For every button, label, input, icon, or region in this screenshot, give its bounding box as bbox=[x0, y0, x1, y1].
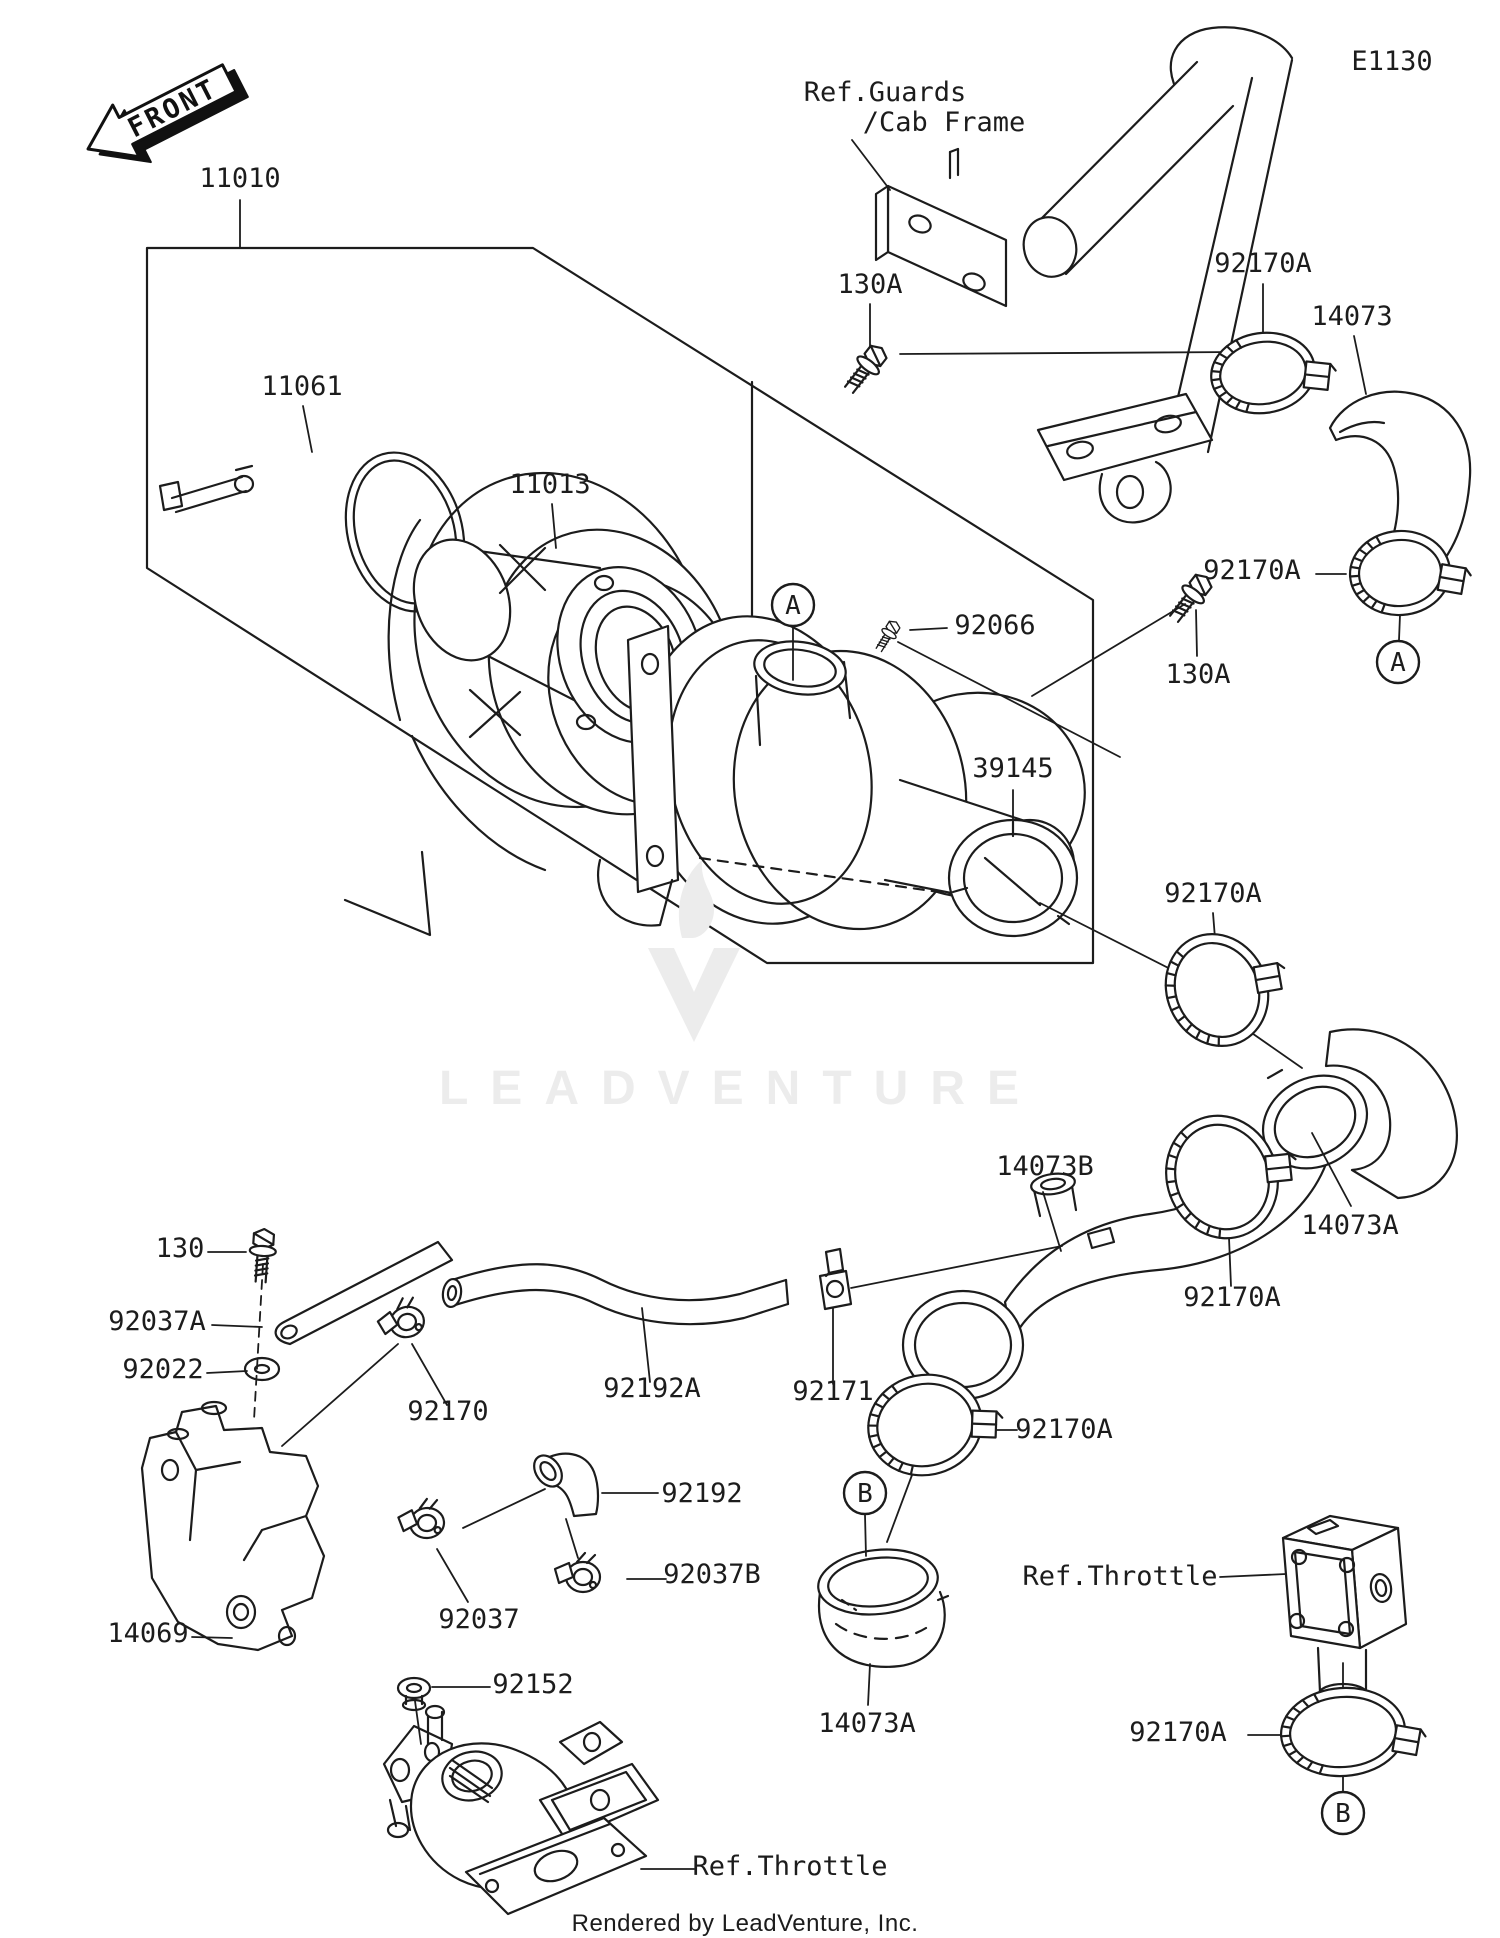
part-label-11013: 11013 bbox=[509, 469, 591, 500]
part-label-92037: 92037 bbox=[438, 1604, 520, 1635]
part-label-92171: 92171 bbox=[792, 1376, 874, 1407]
part-label-14073: 14073 bbox=[1311, 301, 1393, 332]
part-label-11010: 11010 bbox=[199, 163, 281, 194]
breather-hose-92192A-art bbox=[441, 1264, 788, 1324]
detail-marker-B bbox=[844, 1472, 886, 1514]
svg-text:A: A bbox=[1390, 648, 1406, 678]
part-label-130A: 130A bbox=[1165, 659, 1231, 690]
part-label-14069: 14069 bbox=[107, 1618, 189, 1649]
part-label-92170A: 92170A bbox=[1214, 248, 1312, 279]
bolt-art bbox=[248, 1228, 278, 1283]
part-label-92170: 92170 bbox=[407, 1396, 489, 1427]
throttle-body-art bbox=[384, 1706, 658, 1914]
detail-marker-A bbox=[772, 584, 814, 626]
part-label-92066: 92066 bbox=[954, 610, 1036, 641]
detail-marker-B bbox=[1322, 1792, 1364, 1834]
part-label--Cab-Frame: /Cab Frame bbox=[862, 107, 1026, 138]
watermark-text: LEADVENTURE bbox=[438, 1062, 1042, 1115]
wire-clamp-art bbox=[374, 1294, 428, 1343]
part-label-14073A: 14073A bbox=[1301, 1210, 1399, 1241]
elbow-fitting-92192-art bbox=[528, 1450, 598, 1516]
part-label-11061: 11061 bbox=[261, 371, 343, 402]
part-label-92170A: 92170A bbox=[1129, 1717, 1227, 1748]
part-label-92170A: 92170A bbox=[1015, 1414, 1113, 1445]
part-label-130A: 130A bbox=[837, 269, 903, 300]
part-label-14073A: 14073A bbox=[818, 1708, 916, 1739]
svg-text:A: A bbox=[785, 591, 801, 621]
part-label-Ref-Throttle: Ref.Throttle bbox=[1022, 1561, 1218, 1592]
clip-92171-art bbox=[820, 1249, 851, 1309]
part-label-92192A: 92192A bbox=[603, 1373, 701, 1404]
part-label-92152: 92152 bbox=[492, 1669, 574, 1700]
diagram-code: E1130 bbox=[1351, 46, 1433, 77]
part-label-130: 130 bbox=[155, 1233, 205, 1264]
boot-14073A-art bbox=[815, 1544, 948, 1667]
wire-clamp-art bbox=[555, 1553, 600, 1592]
part-label-Ref-Throttle: Ref.Throttle bbox=[692, 1851, 888, 1882]
footer-credit: Rendered by LeadVenture, Inc. bbox=[571, 1910, 919, 1937]
holder-ring-art bbox=[949, 820, 1077, 936]
throttle-flange-art bbox=[1283, 1516, 1406, 1704]
part-label-92037A: 92037A bbox=[108, 1306, 206, 1337]
part-label-92170A: 92170A bbox=[1164, 878, 1262, 909]
part-label-92170A: 92170A bbox=[1183, 1282, 1281, 1313]
part-label-92192: 92192 bbox=[661, 1478, 743, 1509]
hose-clamp-art bbox=[1278, 1682, 1429, 1780]
part-label-92037B: 92037B bbox=[663, 1559, 761, 1590]
svg-text:B: B bbox=[857, 1479, 873, 1509]
hose-clamp-art bbox=[1148, 909, 1306, 1063]
part-label-92022: 92022 bbox=[122, 1354, 204, 1385]
watermark-v-icon bbox=[648, 948, 740, 1042]
part-label-92170A: 92170A bbox=[1203, 555, 1301, 586]
detail-marker-A bbox=[1377, 641, 1419, 683]
part-label-39145: 39145 bbox=[972, 753, 1054, 784]
svg-text:B: B bbox=[1335, 1799, 1351, 1829]
front-arrow-label: FRONT bbox=[123, 72, 223, 145]
assembly-axis-dashed-line bbox=[254, 1264, 263, 1420]
part-label-14073B: 14073B bbox=[996, 1151, 1094, 1182]
bolt-art bbox=[872, 618, 903, 654]
part-label-Ref-Guards: Ref.Guards bbox=[803, 77, 967, 108]
bolt-art bbox=[839, 340, 892, 398]
wire-clamp-art bbox=[397, 1498, 445, 1541]
bracket-14069-art bbox=[142, 1402, 324, 1650]
